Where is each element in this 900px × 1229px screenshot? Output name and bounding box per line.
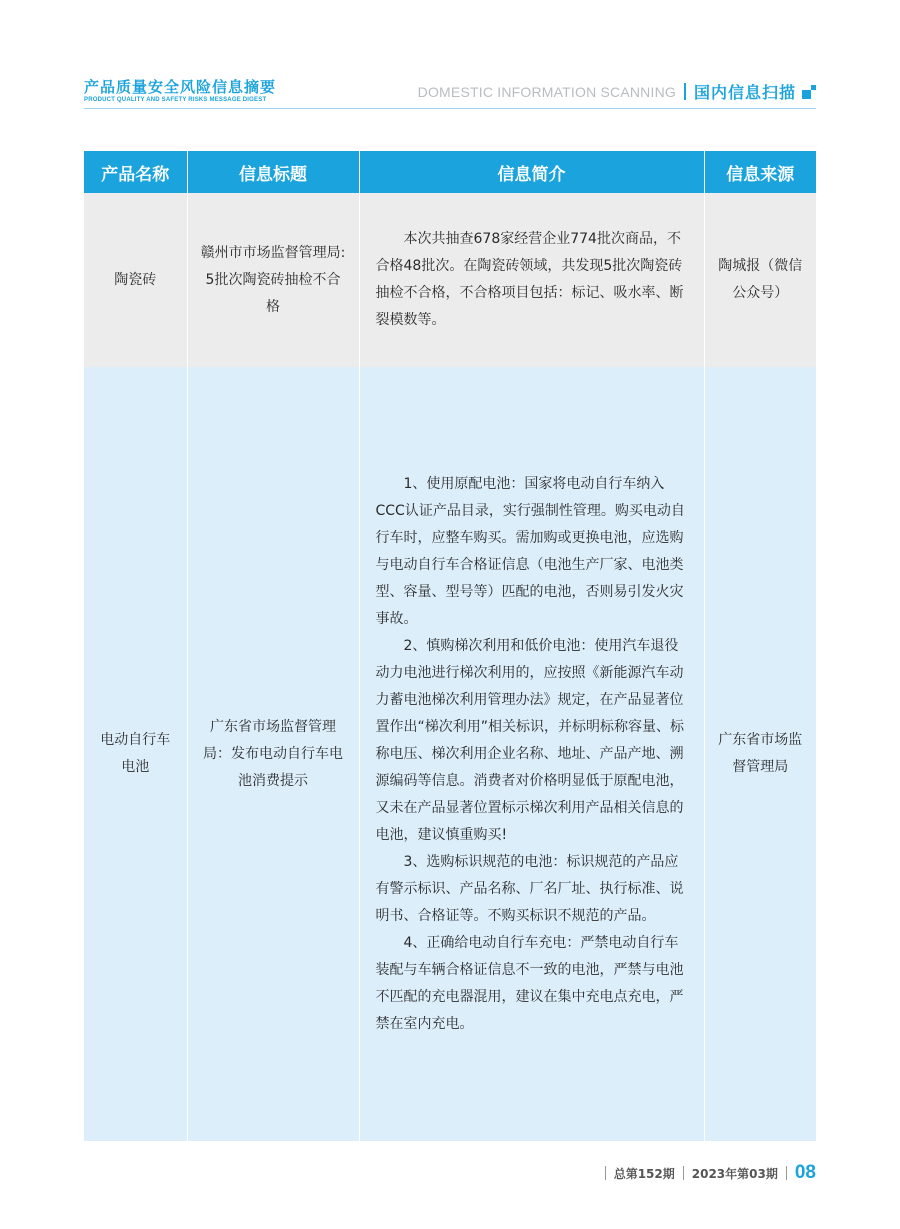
column-header-title: 信息标题: [187, 151, 359, 193]
page-number: 08: [794, 1162, 816, 1183]
cell-product: 电动自行车电池: [84, 367, 187, 1141]
summary-paragraph: 1、使用原配电池：国家将电动自行车纳入CCC认证产品目录，实行强制性管理。购买电动自行车时，应整车购买。需加购或更换电池，应选购与电动自行车合格证信息（电池生产厂家、电池类型、容量、型号等）匹配的电池，否则易引发火灾事故。: [375, 475, 685, 627]
footer-divider: [786, 1166, 787, 1180]
cell-title: 广东省市场监督管理局：发布电动自行车电池消费提示: [187, 367, 359, 1141]
table-row: [84, 193, 816, 367]
cell-product: 陶瓷砖: [84, 193, 187, 367]
section-title: 国内信息扫描: [693, 83, 796, 102]
section-header: [418, 80, 816, 103]
table-header-row: [84, 151, 816, 193]
column-header-source: 信息来源: [704, 151, 816, 193]
digest-header: [84, 78, 276, 104]
footer-divider: [683, 1166, 684, 1180]
cell-source: 陶城报（微信公众号）: [704, 193, 816, 367]
digest-title: 产品质量安全风险信息摘要: [84, 78, 277, 96]
info-table: [84, 151, 816, 1141]
summary-paragraph: 2、慎购梯次利用和低价电池：使用汽车退役动力电池进行梯次利用的，应按照《新能源汽车动力蓄电池梯次利用管理办法》规定，在产品显著位置作出“梯次利用”相关标识，并标明标称容量、标称电压、梯次利用企业名称、地址、产品产地、溯源编码等信息。消费者对价格明显低于原配电池，又未在产品显著位置标示梯次利用产品相关信息的电池，建议慎重购买!: [375, 637, 685, 843]
page-footer: [597, 1162, 816, 1184]
table-row: [84, 367, 816, 1141]
summary-paragraph: 4、正确给电动自行车充电：严禁电动自行车装配与车辆合格证信息不一致的电池，严禁与电池不匹配的充电器混用，建议在集中充电点充电，严禁在室内充电。: [375, 934, 684, 1032]
cell-source: 广东省市场监督管理局: [704, 367, 816, 1141]
column-header-summary: 信息简介: [359, 151, 704, 193]
section-divider: [684, 83, 686, 100]
square-blocks-icon: [802, 85, 816, 99]
digest-title-en: PRODUCT QUALITY AND SAFETY RISKS MESSAGE DIGEST: [84, 97, 267, 103]
summary-paragraph: 3、选购标识规范的电池：标识规范的产品应有警示标识、产品名称、厂名厂址、执行标准、说明书、合格证等。不购买标识不规范的产品。: [375, 853, 684, 924]
cell-summary: [359, 367, 704, 1141]
section-title-en: DOMESTIC INFORMATION SCANNING: [417, 83, 676, 100]
header-rule: [84, 108, 816, 109]
summary-paragraph: 本次共抽查678家经营企业774批次商品，不合格48批次。在陶瓷砖领域，共发现5批次陶瓷砖抽检不合格，不合格项目包括：标记、吸水率、断裂模数等。: [375, 231, 684, 328]
footer-divider: [605, 1166, 606, 1180]
cell-summary: [359, 193, 704, 367]
issue-total: 总第152期: [613, 1166, 675, 1181]
cell-title: 赣州市市场监督管理局: 5批次陶瓷砖抽检不合格: [187, 193, 359, 367]
issue-year: 2023年第03期: [691, 1166, 778, 1181]
column-header-product: 产品名称: [84, 151, 187, 193]
